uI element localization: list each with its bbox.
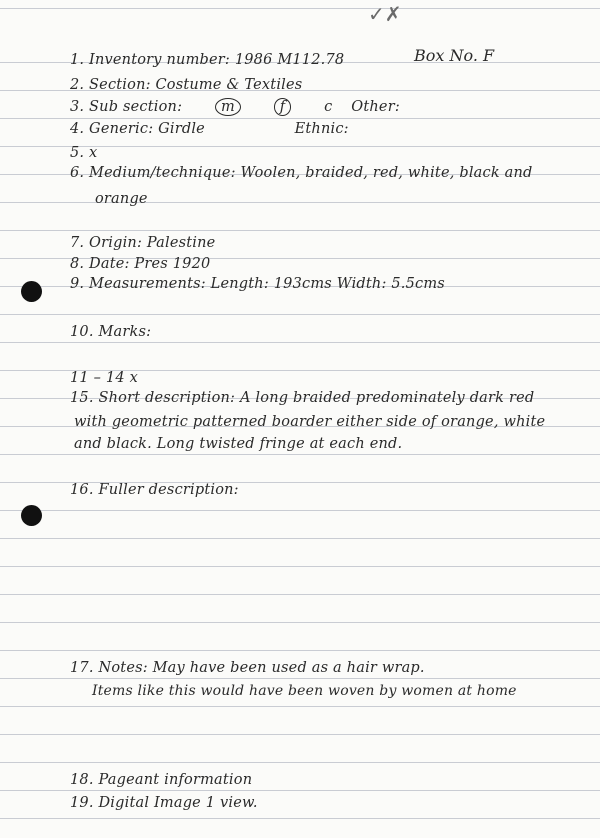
field-medium-technique: 6. Medium/technique: Woolen, braided, red, white, black and — [70, 165, 533, 181]
field-measurements: 9. Measurements: Length: 193cms Width: 5.5cms — [70, 276, 445, 292]
field-origin: 7. Origin: Palestine — [70, 235, 216, 251]
field-date: 8. Date: Pres 1920 — [70, 256, 211, 272]
field-generic — [70, 121, 349, 137]
field-short-description: 15. Short description: A long braided predominately dark red — [70, 390, 535, 406]
field-sub-section — [70, 98, 400, 116]
option-f: f — [274, 98, 292, 116]
field-section: 2. Section: Costume & Textiles — [70, 77, 303, 93]
generic-value: 4. Generic: Girdle — [70, 121, 205, 137]
field-short-description-cont-1: with geometric patterned boarder either side of orange, white — [74, 414, 546, 430]
field-pageant-information: 18. Pageant information — [70, 772, 253, 788]
corner-mark: ✓✗ — [368, 2, 402, 26]
option-c: c — [324, 99, 333, 115]
field-inventory-number: 1. Inventory number: 1986 M112.78 — [70, 52, 345, 68]
field-medium-technique-cont: orange — [95, 191, 148, 207]
field-short-description-cont-2: and black. Long twisted fringe at each end. — [74, 436, 403, 452]
option-other: Other: — [351, 99, 400, 115]
ethnic-label: Ethnic: — [294, 121, 349, 137]
field-11-14: 11 – 14 x — [70, 370, 138, 386]
box-number: Box No. F — [414, 46, 495, 65]
field-notes: 17. Notes: May have been used as a hair wrap. — [70, 660, 425, 676]
field-marks: 10. Marks: — [70, 324, 152, 340]
option-m: m — [215, 98, 241, 116]
punch-hole-top — [21, 281, 42, 302]
field-digital-image: 19. Digital Image 1 view. — [70, 795, 258, 811]
field-notes-cont: Items like this would have been woven by women at home — [92, 683, 517, 699]
punch-hole-bottom — [21, 505, 42, 526]
field-5: 5. x — [70, 145, 98, 161]
sub-section-label: 3. Sub section: — [70, 99, 183, 115]
field-fuller-description: 16. Fuller description: — [70, 482, 239, 498]
